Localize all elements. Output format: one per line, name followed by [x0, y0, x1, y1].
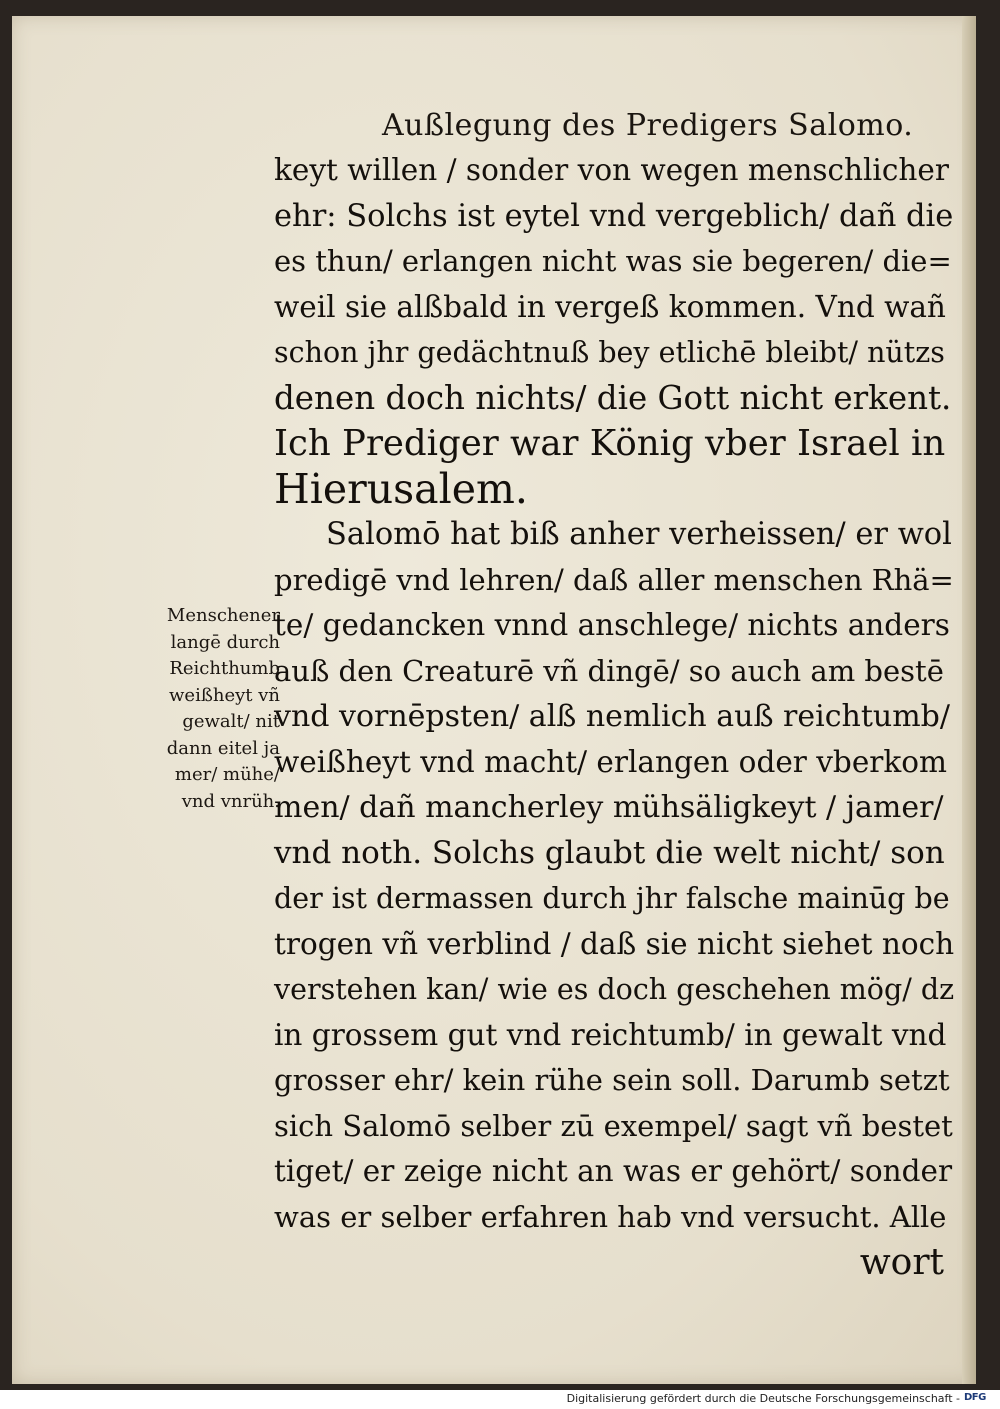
- text-line: predigē vnd lehren/ daß aller menschen Rhä=: [274, 562, 954, 597]
- marginal-line: Menschener: [166, 605, 280, 626]
- scripture-heading-line: Ich Prediger war König vber Israel in: [274, 423, 946, 464]
- running-head: Außlegung des Predigers Salomo.: [382, 108, 914, 143]
- text-line: grosser ehr/ kein rühe sein soll. Darumb setzt: [274, 1063, 950, 1097]
- marginal-line: vnd vnrüh.: [181, 790, 280, 812]
- marginal-note: [138, 603, 280, 815]
- text-line: verstehen kan/ wie es doch geschehen mög/ dz: [274, 973, 955, 1006]
- text-line: keyt willen / sonder von wegen menschlicher: [274, 153, 949, 187]
- text-line: te/ gedancken vnnd anschlege/ nichts anders: [274, 608, 950, 642]
- text-line: Salomō hat biß anher verheissen/ er wol: [326, 517, 952, 552]
- marginal-line: mer/ mühe/: [174, 764, 280, 785]
- text-line: was er selber erfahren hab vnd versucht. Alle: [274, 1199, 947, 1234]
- marginal-line: gewalt/ nit: [182, 711, 280, 732]
- marginal-line: weißheyt vñ: [169, 684, 280, 706]
- text-line: tiget/ er zeige nicht an was er gehört/ sonder: [274, 1154, 953, 1188]
- marginal-line: Reichthumb: [169, 658, 280, 679]
- scripture-heading-line: Hierusalem.: [274, 464, 528, 513]
- text-line: weil sie alßbald in vergeß kommen. Vnd wañ: [274, 289, 946, 324]
- text-line: denen doch nichts/ die Gott nicht erkent.: [274, 378, 952, 417]
- text-line: men/ dañ mancherley mühsäligkeyt / jamer/: [274, 790, 944, 825]
- text-line: in grossem gut vnd reichtumb/ in gewalt vnd: [274, 1017, 947, 1052]
- funding-notice: Digitalisierung gefördert durch die Deutsche Forschungsgemeinschaft -: [566, 1392, 960, 1405]
- body-text: [274, 148, 954, 1286]
- text-line: es thun/ erlangen nicht was sie begeren/ die=: [274, 244, 952, 278]
- text-line: auß den Creaturē vñ dingē/ so auch am bestē: [274, 653, 944, 688]
- dfg-logo: DFG: [964, 1392, 986, 1403]
- text-line: sich Salomō selber zū exempel/ sagt vñ bestet: [274, 1108, 953, 1143]
- text-line: der ist dermassen durch jhr falsche mainūg be: [274, 882, 950, 915]
- marginal-line: dann eitel ja: [166, 737, 280, 759]
- text-line: ehr: Solchs ist eytel vnd vergeblich/ dañ die: [274, 198, 954, 234]
- text-line: vnd vornēpsten/ alß nemlich auß reichtumb/: [274, 699, 950, 734]
- text-line: trogen vñ verblind / daß sie nicht siehet noch: [274, 926, 955, 961]
- catchword: wort: [859, 1242, 944, 1283]
- page-edge: [962, 16, 976, 1384]
- text-line: vnd noth. Solchs glaubt die welt nicht/ son: [274, 834, 945, 871]
- marginal-line: langē durch: [170, 631, 280, 653]
- text-line: schon jhr gedächtnuß bey etlichē bleibt/ nützs: [274, 336, 945, 369]
- text-line: weißheyt vnd macht/ erlangen oder vberkom: [274, 744, 947, 779]
